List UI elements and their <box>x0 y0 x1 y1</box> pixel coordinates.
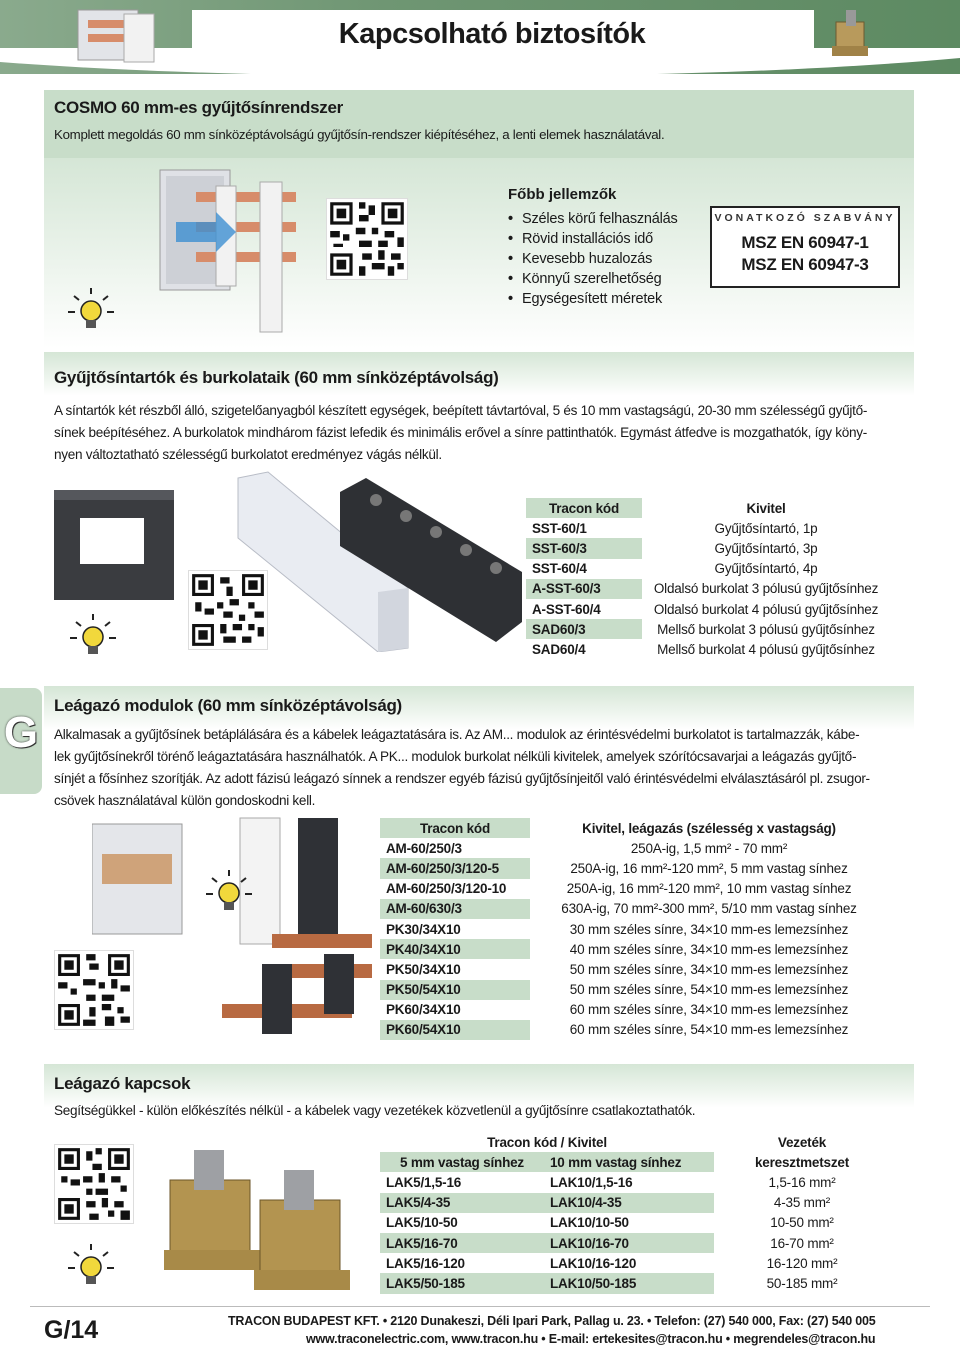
table-row <box>380 1193 890 1213</box>
table-header-row <box>380 1152 890 1172</box>
footer-rule <box>30 1306 930 1307</box>
feature-item: • Könnyű szerelhetőség <box>508 269 678 289</box>
page-title: Kapcsolható biztosítók <box>338 18 646 50</box>
column-header: keresztmetszet <box>754 1154 849 1170</box>
bulb-icon <box>64 1242 118 1290</box>
product-description: Mellső burkolat 4 pólusú gyűjtősínhez <box>657 641 875 657</box>
product-description: 250A-ig, 16 mm²-120 mm², 5 mm vastag sínhez <box>570 860 848 876</box>
product-description: Oldalsó burkolat 4 pólusú gyűjtősínhez <box>653 601 879 617</box>
product-code: LAK10/4-35 <box>544 1193 714 1213</box>
product-code: LAK5/4-35 <box>380 1193 544 1213</box>
bulb-icon <box>64 286 118 334</box>
column-header-group: Tracon kód / Kivitel <box>487 1134 607 1150</box>
branch-modules-image <box>92 814 374 1044</box>
column-header: Tracon kód <box>526 498 642 518</box>
product-code: LAK5/10-50 <box>386 1215 458 1231</box>
feature-item: • Rövid installációs idő <box>508 229 678 249</box>
clamps-title: Leágazó kapcsok <box>54 1074 191 1093</box>
column-header: 5 mm vastag sínhez <box>380 1152 544 1172</box>
standard-label: VONATKOZÓ SZABVÁNY <box>714 212 896 224</box>
table-row <box>380 858 888 878</box>
features-block <box>508 186 678 309</box>
product-description: Oldalsó burkolat 3 pólusú gyűjtősínhez <box>653 581 879 597</box>
table-row <box>526 619 890 639</box>
busbar-holder-image <box>50 486 180 606</box>
clamps-table <box>380 1132 890 1294</box>
product-description: 250A-ig, 1,5 mm² - 70 mm² <box>630 840 788 856</box>
product-code: AM-60/250/3/120-10 <box>380 879 530 899</box>
holders-description-line: A síntartók két részből álló, szigetelőanyagból készített egységek, beépített távtartóval, 5 és 10 mm vastagságú, 20-30 mm szélességű gyűjtő- <box>54 403 868 418</box>
cosmo-system-image <box>156 162 310 342</box>
product-code: A-SST-60/4 <box>526 599 642 619</box>
table-header-row <box>380 818 888 838</box>
product-description: 630A-ig, 70 mm²-300 mm², 5/10 mm vastag sínhez <box>561 901 857 917</box>
product-code: LAK10/10-50 <box>550 1215 629 1231</box>
product-description: 40 mm széles sínre, 34×10 mm-es lemezsínhez <box>569 941 849 957</box>
table-row <box>380 1172 890 1192</box>
table-row <box>380 1213 890 1233</box>
table-row <box>380 959 888 979</box>
product-code: LAK10/1,5-16 <box>550 1174 633 1190</box>
product-description: 50 mm széles sínre, 54×10 mm-es lemezsínhez <box>569 982 849 998</box>
table-row <box>380 879 888 899</box>
product-code: AM-60/250/3 <box>380 838 530 858</box>
product-code: PK40/34X10 <box>380 939 530 959</box>
product-description: 60 mm széles sínre, 54×10 mm-es lemezsínhez <box>569 1022 849 1038</box>
table-row <box>380 1020 888 1040</box>
chapter-letter: G <box>3 708 39 757</box>
holders-title: Gyűjtősíntartók és burkolataik (60 mm sínközéptávolság) <box>54 368 499 387</box>
product-code: PK30/34X10 <box>380 919 530 939</box>
product-description: 60 mm széles sínre, 34×10 mm-es lemezsínhez <box>569 1002 849 1018</box>
clamps-qr-code <box>54 1144 134 1224</box>
front-cover-image <box>336 472 526 648</box>
cosmo-qr-code <box>326 198 408 280</box>
cross-section: 16-70 mm² <box>770 1235 834 1251</box>
product-code: SST-60/3 <box>526 538 642 558</box>
bulb-icon <box>202 868 256 916</box>
table-row <box>380 980 888 1000</box>
modules-table <box>380 818 888 1040</box>
product-code: LAK10/16-70 <box>544 1233 714 1253</box>
product-code: PK50/54X10 <box>380 980 530 1000</box>
product-description: 50 mm széles sínre, 34×10 mm-es lemezsínhez <box>569 961 849 977</box>
table-row <box>380 838 888 858</box>
table-row <box>526 579 890 599</box>
modules-description-line: lek gyűjtősínekről törénő leágaztatására használhatók. A PK... modulok burkolat nélküli kivitelek, amelyek szórítócsavarjai a leágazás gyűjtő- <box>54 749 857 764</box>
product-code: AM-60/630/3 <box>380 899 530 919</box>
header-product-image-right <box>826 6 876 66</box>
cosmo-subtitle: Komplett megoldás 60 mm sínközéptávolságú gyűjtősín-rendszer kiépítéséhez, a lenti elemek használatával. <box>54 127 665 142</box>
product-code: LAK5/16-120 <box>386 1255 465 1271</box>
table-row <box>380 1000 888 1020</box>
branch-clamps-image <box>150 1140 374 1306</box>
header-product-image-left <box>74 6 160 66</box>
holders-table <box>526 498 890 660</box>
table-row <box>380 939 888 959</box>
column-header: Tracon kód <box>380 818 530 838</box>
column-header: Vezeték <box>777 1134 827 1150</box>
modules-description-line: csövek használatával külön gondoskodni kell. <box>54 793 316 808</box>
product-description: Gyűjtősíntartó, 1p <box>714 520 818 536</box>
table-header-row <box>526 498 890 518</box>
cross-section: 16-120 mm² <box>766 1255 838 1271</box>
table-header-row <box>380 1132 890 1152</box>
product-description: Mellső burkolat 3 pólusú gyűjtősínhez <box>657 621 875 637</box>
product-code: A-SST-60/3 <box>526 579 642 599</box>
product-code: LAK10/50-185 <box>544 1273 714 1293</box>
chapter-tab <box>0 688 42 794</box>
cross-section: 1,5-16 mm² <box>768 1174 836 1190</box>
standard-box <box>710 206 900 288</box>
footer-company-line: TRACON BUDAPEST KFT. • 2120 Dunakeszi, Déli Ipari Park, Pallag u. 23. • Telefon: (27) 540 000, Fax: (27) 540 005 <box>228 1314 876 1328</box>
product-code: PK60/34X10 <box>380 1000 530 1020</box>
product-code: SAD60/4 <box>526 639 642 659</box>
product-code: LAK5/1,5-16 <box>386 1174 462 1190</box>
page-number: G/14 <box>44 1316 99 1344</box>
product-code: SST-60/1 <box>526 518 642 538</box>
table-row <box>380 899 888 919</box>
feature-item: • Kevesebb huzalozás <box>508 249 678 269</box>
product-description: 250A-ig, 16 mm²-120 mm², 10 mm vastag sínhez <box>566 881 852 897</box>
product-code: LAK5/16-70 <box>380 1233 544 1253</box>
cross-section: 4-35 mm² <box>773 1195 831 1211</box>
modules-description <box>54 724 924 812</box>
product-code: SAD60/3 <box>526 619 642 639</box>
table-row <box>380 1273 890 1293</box>
holders-description-line: sínek beépítéséhez. A burkolatok mindhárom fázist lefedik és minimális erővel a sínre pattinthatók. Egymást átfedve is mozgathatók, így köny- <box>54 425 868 440</box>
table-row <box>526 538 890 558</box>
table-row <box>526 639 890 659</box>
standard-value: MSZ EN 60947-3 <box>741 255 869 274</box>
product-code: PK60/54X10 <box>380 1020 530 1040</box>
table-row <box>526 518 890 538</box>
product-code: PK50/34X10 <box>380 959 530 979</box>
product-description: Gyűjtősíntartó, 3p <box>714 540 818 556</box>
features-title: Főbb jellemzők <box>508 186 617 203</box>
product-code: SST-60/4 <box>526 559 642 579</box>
table-row <box>526 559 890 579</box>
feature-item: • Egységesített méretek <box>508 289 678 309</box>
modules-description-line: Alkalmasak a gyűjtősínek betáplálására és a kábelek leágaztatására is. Az AM... modulok az érintésvédelmi burkolatot is tartalmazzák, kábe- <box>54 727 860 742</box>
product-code: LAK10/16-120 <box>550 1255 637 1271</box>
cross-section: 50-185 mm² <box>766 1275 838 1291</box>
product-code: LAK5/50-185 <box>380 1273 544 1293</box>
product-code: AM-60/250/3/120-5 <box>380 858 530 878</box>
product-description: Gyűjtősíntartó, 4p <box>714 561 818 577</box>
modules-description-line: sínjét a fősínhez szorítják. Az adott fázisú leágazó sínnek a rendszer egyéb fázisú gyűjtősínjeitől való érintésvédelmi elválasztásáról pl. zsugor- <box>54 771 870 786</box>
product-description: 30 mm széles sínre, 34×10 mm-es lemezsínhez <box>569 921 849 937</box>
footer-contact-line: www.traconelectric.com, www.tracon.hu • E-mail: ertekesites@tracon.hu • megrendeles@tracon.hu <box>306 1332 876 1346</box>
standard-value: MSZ EN 60947-1 <box>741 233 869 252</box>
cosmo-title: COSMO 60 mm-es gyűjtősínrendszer <box>54 98 343 117</box>
bulb-icon <box>66 612 120 660</box>
clamps-description: Segítségükkel - külön előkészítés nélkül - a kábelek vagy vezetékek közvetlenül a gyűjtősínre csatlakoztathatók. <box>54 1103 696 1118</box>
holders-description <box>54 400 924 466</box>
column-header: 10 mm vastag sínhez <box>544 1152 714 1172</box>
column-header: Kivitel, leágazás (szélesség x vastagság) <box>582 820 836 836</box>
feature-item: • Széles körű felhasználás <box>508 209 678 229</box>
table-row <box>526 599 890 619</box>
holders-description-line: nyen változtatható szélességű burkolatot eredményez vágás nélkül. <box>54 447 442 462</box>
table-row <box>380 1233 890 1253</box>
table-row <box>380 1253 890 1273</box>
modules-qr-code <box>54 950 134 1030</box>
holders-qr-code <box>188 570 268 650</box>
table-row <box>380 919 888 939</box>
column-header: Kivitel <box>746 500 786 516</box>
cross-section: 10-50 mm² <box>770 1215 834 1231</box>
modules-title: Leágazó modulok (60 mm sínközéptávolság) <box>54 696 402 715</box>
